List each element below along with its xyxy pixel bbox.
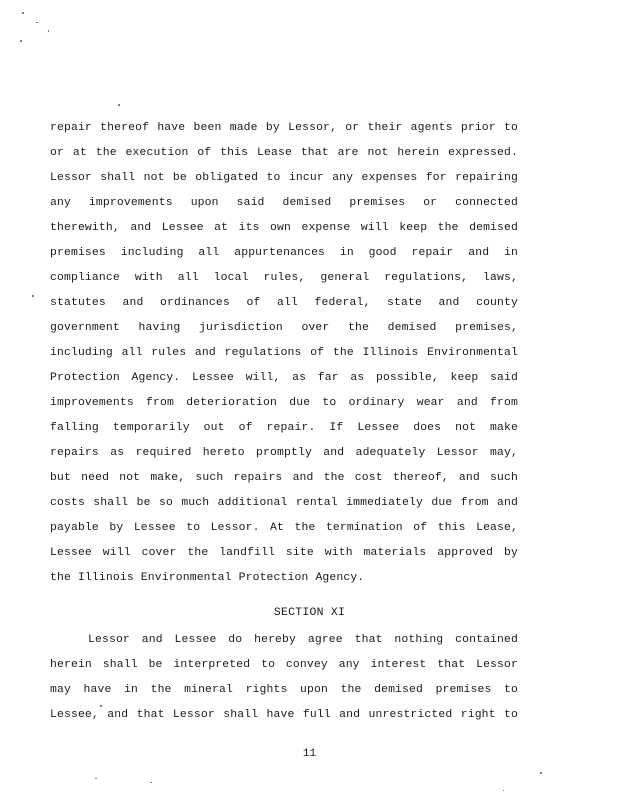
- body-text-line: Lessor shall not be obligated to incur any expenses for repairing: [50, 172, 518, 184]
- scan-speck: [22, 12, 24, 14]
- body-text-line: government having jurisdiction over the demised premises,: [50, 322, 518, 334]
- scan-speck: [36, 22, 38, 23]
- body-text-line: Lessee will cover the landfill site with materials approved by: [50, 547, 518, 559]
- section-heading: SECTION XI: [273, 607, 346, 619]
- body-text-line: costs shall be so much additional rental immediately due from and: [50, 497, 518, 509]
- scan-speck: [32, 295, 34, 297]
- body-text-line: the Illinois Environmental Protection Agency.: [50, 572, 365, 584]
- body-text-line: but need not make, such repairs and the cost thereof, and such: [50, 472, 518, 484]
- body-text-line: statutes and ordinances of all federal, state and county: [50, 297, 518, 309]
- scan-speck: [540, 772, 542, 774]
- body-text-line: repair thereof have been made by Lessor, or their agents prior to: [50, 122, 518, 134]
- body-text-line: including all rules and regulations of the Illinois Environmental: [50, 347, 518, 359]
- scan-speck: [118, 104, 120, 106]
- page-number: 11: [302, 748, 317, 760]
- scan-speck: [100, 705, 102, 707]
- body-text-line: or at the execution of this Lease that are not herein expressed.: [50, 147, 518, 159]
- body-text-line: any improvements upon said demised premises or connected: [50, 197, 518, 209]
- body-text-line: compliance with all local rules, general regulations, laws,: [50, 272, 518, 284]
- body-text-line: premises including all appurtenances in good repair and in: [50, 247, 518, 259]
- scan-speck: [48, 30, 49, 32]
- scan-speck: [95, 778, 97, 779]
- body-text-line: improvements from deterioration due to ordinary wear and from: [50, 397, 518, 409]
- body-text-line: Protection Agency. Lessee will, as far as possible, keep said: [50, 372, 518, 384]
- scan-speck: [150, 782, 152, 783]
- scan-speck: [20, 40, 22, 42]
- body-text-line: payable by Lessee to Lessor. At the termination of this Lease,: [50, 522, 518, 534]
- body-text-line: Lessor and Lessee do hereby agree that nothing contained: [88, 634, 518, 646]
- scan-speck: [503, 790, 504, 791]
- body-text-line: may have in the mineral rights upon the demised premises to: [50, 684, 518, 696]
- body-text-line: herein shall be interpreted to convey any interest that Lessor: [50, 659, 518, 671]
- body-text-line: Lessee, and that Lessor shall have full and unrestricted right to: [50, 709, 518, 721]
- body-text-line: repairs as required hereto promptly and adequately Lessor may,: [50, 447, 518, 459]
- body-text-line: therewith, and Lessee at its own expense will keep the demised: [50, 222, 518, 234]
- body-text-line: falling temporarily out of repair. If Lessee does not make: [50, 422, 518, 434]
